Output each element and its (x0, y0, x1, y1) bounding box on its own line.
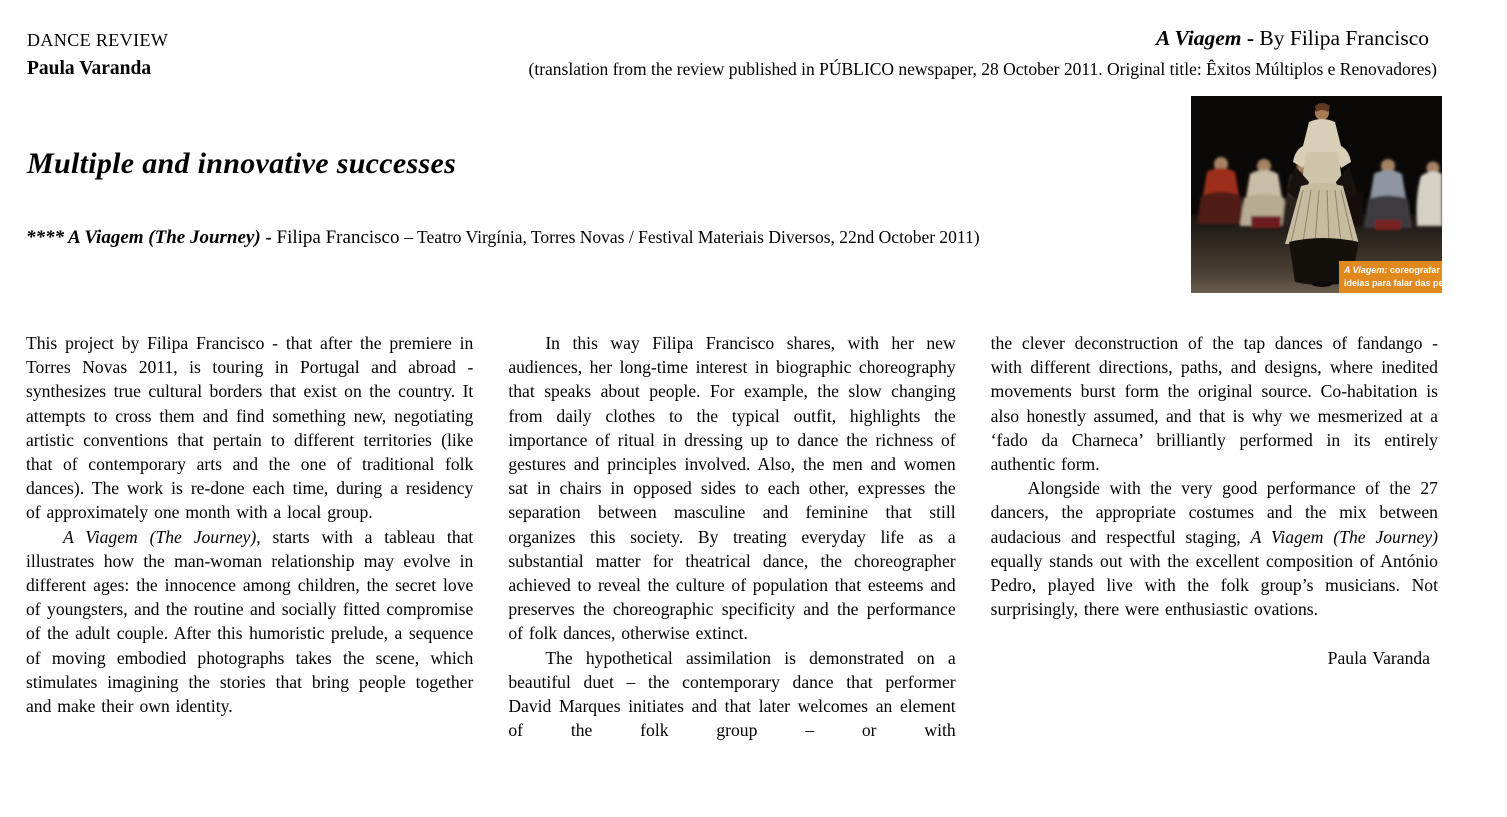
text-segment: Alongside with the very good performance of the 27 dancers, the appropriate costumes and the mix between audacious and respectful staging, (990, 478, 1438, 547)
text-segment: - (1241, 26, 1260, 50)
text-segment: This project by Filipa Francisco - that after the premiere in Torres Novas 2011, is touring in Portugal and abroad - synthesizes true cultural borders that exist on the country. It attempts to cross them and find something new, negotiating artistic conventions that pertain to different territories (like that of contemporary arts and the one of traditional folk dances). The work is re-done each time, during a residency of approximately one month with a local group. (26, 333, 474, 523)
svg-text:A Viagem: coreografar as (1343, 265, 1452, 275)
text-segment: In this way Filipa Francisco shares, with her new audiences, her long-time interest in biographic choreography that speaks about people. For example, the slow changing from daily clothes to the typical outfit, highlights the importance of ritual in dressing up to dance the richness of gestures and principles involved. Also, the men and women sat in chairs in opposed sides to each other, expresses the separation between masculine and feminine that still organizes this society. By treating everyday life as a substantial matter for theatrical dance, the choreographer achieved to reveal the culture of population that esteems and preserves the choreographic specificity and the performance of folk dances, otherwise extinct. (508, 333, 956, 644)
text-segment: **** A Viagem (The Journey) - (26, 227, 277, 248)
article-body (26, 331, 1438, 742)
article-column-2 (508, 331, 955, 742)
work-title-header (1156, 26, 1429, 51)
performance-photo-graphic (1191, 96, 1470, 293)
translation-note: (translation from the review published in PÚBLICO newspaper, 28 October 2011. Original title: Êxitos Múltiplos e Renovadores) (528, 59, 1437, 79)
paragraph (991, 331, 1438, 476)
photo-caption-line2: ideias para falar das pessoas (1344, 278, 1470, 288)
text-segment: By Filipa Francisco (1259, 26, 1429, 50)
text-segment: The hypothetical assimilation is demonstrated on a beautiful duet – the contemporary dance that performer David Marques initiates and that later welcomes an element of the folk group – or with (508, 647, 956, 741)
author-name: Paula Varanda (27, 58, 152, 79)
photo-caption (1339, 261, 1469, 293)
author-signature: Paula Varanda (1327, 648, 1430, 669)
text-segment: , starts with a tableau that illustrates how the man-woman relationship may evolve in different ages: the innocence among children, the secret love of youngsters, and the routine and socially fitted compromise of the adult couple. After this humoristic prelude, a sequence of moving embodied photographs takes the scene, which stimulates imagining the stories that bring people together and make their own identity. (26, 526, 474, 717)
text-segment: – Teatro Virgínia, Torres Novas / Festival Materiais Diversos, 22nd October 2011) (404, 227, 980, 247)
photo-caption-work: A Viagem: (1344, 265, 1388, 275)
paragraph (26, 525, 473, 719)
text-segment: A Viagem (1156, 26, 1242, 50)
article-column-1 (26, 331, 473, 742)
paragraph (508, 646, 955, 743)
text-segment: A Viagem (The Journey) (1250, 526, 1438, 547)
paragraph (991, 476, 1438, 621)
article-column-3 (991, 331, 1438, 742)
text-segment: Filipa Francisco (276, 227, 405, 248)
text-segment: A Viagem (The Journey) (63, 526, 257, 547)
performance-photo (1191, 96, 1470, 293)
photo-caption-line1: coreografar as (1387, 265, 1453, 275)
section-kicker: DANCE REVIEW (27, 30, 169, 50)
text-segment: the clever deconstruction of the tap dances of fandango - with different directions, paths, and designs, where inedited movements burst form the original source. Co-habitation is also honestly assumed, and that is why we mesmerized at a ‘fado da Charneca’ brilliantly performed in its entirely authentic form. (990, 333, 1438, 475)
article-title: Multiple and innovative successes (27, 147, 457, 180)
article-byline (26, 227, 980, 249)
paragraph (508, 331, 955, 646)
paragraph (26, 331, 473, 525)
text-segment: equally stands out with the excellent composition of António Pedro, played live with the folk group’s musicians. Not surprisingly, there were enthusiastic ovations. (990, 550, 1438, 620)
